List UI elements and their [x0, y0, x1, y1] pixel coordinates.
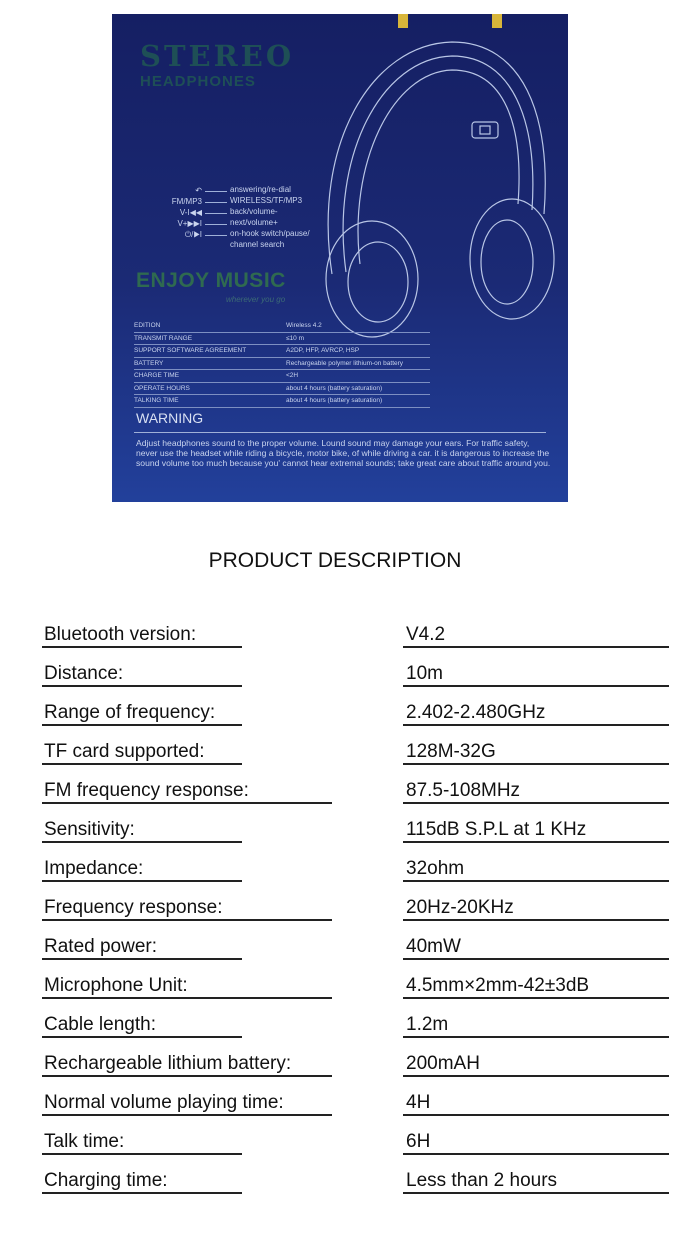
- table-row: [42, 1116, 672, 1155]
- table-row: [42, 843, 672, 882]
- control-desc: WIRELESS/TF/MP3: [230, 196, 303, 205]
- spec-value: 200mAH: [406, 1053, 480, 1074]
- control-key: V+▶▶I: [177, 219, 202, 228]
- spec-label: Impedance:: [44, 858, 144, 879]
- spec-value: 4H: [406, 1092, 431, 1113]
- leader-line: [205, 224, 227, 225]
- table-row: [42, 960, 672, 999]
- box-spec-value: Wireless 4.2: [286, 322, 322, 329]
- table-row: [42, 999, 672, 1038]
- box-spec-row: [134, 320, 430, 333]
- box-title: STEREO: [140, 39, 295, 73]
- spec-value: Less than 2 hours: [406, 1170, 558, 1191]
- leader-line: [205, 202, 227, 203]
- box-spec-value: about 4 hours (battery saturation): [286, 384, 383, 392]
- spec-value: 115dB S.P.L at 1 KHz: [406, 819, 587, 840]
- table-row: [42, 609, 672, 648]
- spec-label: Sensitivity:: [44, 819, 135, 840]
- spec-label: FM frequency response:: [44, 780, 249, 801]
- warning-divider: [134, 432, 546, 433]
- spec-value: 20Hz-20KHz: [406, 897, 514, 918]
- spec-value: 87.5-108MHz: [406, 780, 521, 801]
- box-spec-key: SUPPORT SOFTWARE AGREEMENT: [134, 347, 247, 354]
- value-underline: [403, 1192, 669, 1194]
- box-spec-key: OPERATE HOURS: [134, 384, 190, 392]
- box-spec-row: [134, 395, 430, 408]
- leader-line: [205, 191, 227, 192]
- control-desc: on-hook switch/pause/: [230, 229, 310, 238]
- spec-label: Frequency response:: [44, 897, 223, 918]
- warning-title: WARNING: [136, 410, 204, 426]
- product-box-image: [112, 14, 568, 502]
- box-spec-key: TRANSMIT RANGE: [134, 334, 193, 342]
- spec-value: 2.402-2.480GHz: [406, 702, 546, 723]
- control-desc: back/volume-: [230, 207, 278, 216]
- spec-label: TF card supported:: [44, 741, 205, 762]
- spec-label: Cable length:: [44, 1014, 156, 1035]
- control-key: ⏻/▶I: [184, 230, 202, 239]
- spec-label: Talk time:: [44, 1131, 125, 1152]
- spec-label: Charging time:: [44, 1170, 168, 1191]
- table-row: [42, 1155, 672, 1194]
- box-spec-value: <2H: [286, 372, 299, 379]
- warning-text: Adjust headphones sound to the proper volume. Lound sound may damage your ears. For traffic safety, never use the headset while riding a bicycle, motor bike, of while driving a car. it is dangerous to increase the sound volume too much because you' cannot hear extremal sounds; take great care about traffic around you.: [136, 438, 551, 468]
- box-spec-key: TALKING TIME: [134, 397, 179, 404]
- box-spec-value: Rechargeable polymer lithium-on battery: [286, 359, 404, 367]
- control-desc: next/volume+: [230, 218, 278, 227]
- table-row: [42, 921, 672, 960]
- control-key: ↶: [195, 186, 202, 195]
- spec-label: Bluetooth version:: [44, 624, 197, 645]
- controls-legend: [132, 186, 352, 252]
- product-description-title: PRODUCT DESCRIPTION: [208, 549, 462, 572]
- control-key: FM/MP3: [171, 197, 202, 206]
- box-subtitle: HEADPHONES: [140, 73, 256, 90]
- control-desc: answering/re-dial: [230, 185, 291, 194]
- spec-value: V4.2: [406, 624, 446, 645]
- slogan: ENJOY MUSIC: [136, 269, 286, 292]
- slogan-sub: wherever you go: [226, 295, 286, 304]
- spec-table: [42, 609, 672, 1194]
- spec-label: Microphone Unit:: [44, 975, 188, 996]
- table-row: [42, 726, 672, 765]
- table-row: [42, 882, 672, 921]
- spec-value: 4.5mm×2mm-42±3dB: [406, 975, 590, 996]
- table-row: [42, 765, 672, 804]
- spec-label: Distance:: [44, 663, 124, 684]
- spec-value: 1.2m: [406, 1014, 449, 1035]
- headphones-illustration-icon: [312, 24, 562, 344]
- table-row: [42, 1038, 672, 1077]
- box-spec-table: [134, 320, 430, 408]
- box-spec-value: A2DP, HFP, AVRCP, HSP: [286, 347, 360, 354]
- control-desc: channel search: [230, 240, 285, 249]
- spec-label: Range of frequency:: [44, 702, 216, 723]
- label-underline: [42, 1192, 242, 1194]
- box-spec-value: about 4 hours (battery saturation): [286, 397, 383, 404]
- leader-line: [205, 235, 227, 236]
- spec-label: Rated power:: [44, 936, 158, 957]
- box-spec-row: [134, 345, 430, 358]
- table-row: [42, 1077, 672, 1116]
- box-spec-row: [134, 358, 430, 371]
- box-spec-key: BATTERY: [134, 359, 164, 367]
- spec-label: Rechargeable lithium battery:: [44, 1053, 292, 1074]
- table-row: [42, 804, 672, 843]
- spec-value: 32ohm: [406, 858, 465, 879]
- control-row: [132, 241, 352, 252]
- table-row: [42, 687, 672, 726]
- control-key: V-I◀◀: [179, 208, 202, 217]
- box-spec-key: EDITION: [134, 322, 161, 329]
- box-spec-value: ≤10 m: [286, 334, 305, 342]
- spec-value: 10m: [406, 663, 443, 684]
- spec-value: 6H: [406, 1131, 431, 1152]
- box-spec-row: [134, 333, 430, 346]
- box-spec-row: [134, 383, 430, 396]
- table-row: [42, 648, 672, 687]
- box-spec-key: CHARGE TIME: [134, 372, 180, 379]
- spec-label: Normal volume playing time:: [44, 1092, 284, 1113]
- box-spec-row: [134, 370, 430, 383]
- spec-value: 128M-32G: [406, 741, 496, 762]
- leader-line: [205, 213, 227, 214]
- spec-value: 40mW: [406, 936, 461, 957]
